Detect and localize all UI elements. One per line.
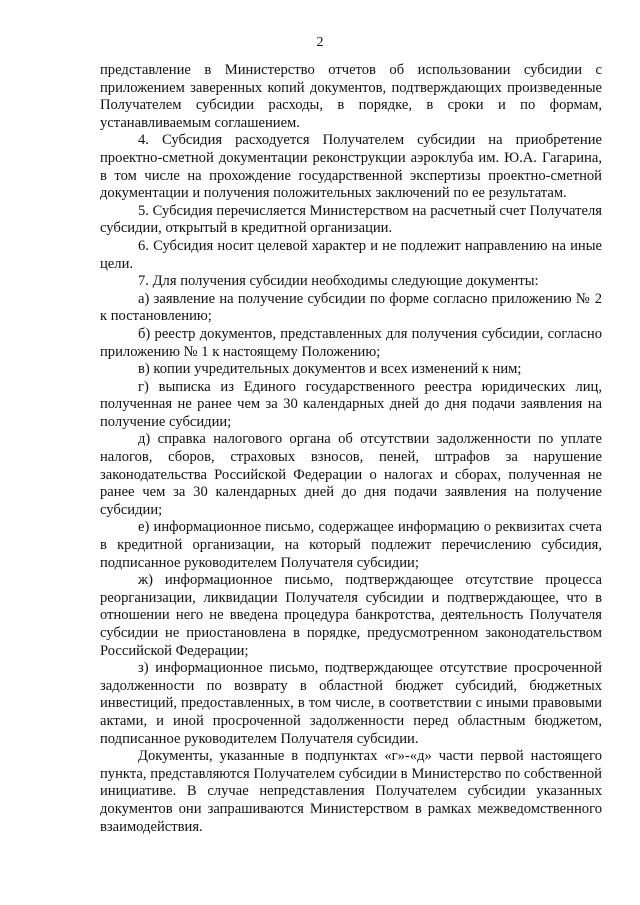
paragraph-documents-note: Документы, указанные в подпунктах «г»-«д» части первой настоящего пункта, представляются Получателем субсидии в Министерство по собственной инициативе. В случае непредставления Получателем субсидии указанных документов они запрашиваются Министерством в рамках межведомственного взаимодействия. xyxy=(100,748,602,835)
paragraph-item-4: 4. Субсидия расходуется Получателем субсидии на приобретение проектно-сметной документации реконструкции аэроклуба им. Ю.А. Гагарина, в том числе на прохождение государственной экспертизы проектно-сметной документации и получения положительных заключений по ее результатам. xyxy=(100,132,602,202)
paragraph-item-5: 5. Субсидия перечисляется Министерством на расчетный счет Получателя субсидии, открытый в кредитной организации. xyxy=(100,202,602,237)
subitem-v: в) копии учредительных документов и всех изменений к ним; xyxy=(138,361,522,378)
subitem-zh: ж) информационное письмо, подтверждающее отсутствие процесса реорганизации, ликвидации Получателя субсидии и подтверждающее, что в отношении него не введена процедура банкротства, деятельность Получателя субсидии не приостановлена в порядке, предусмотренном законодательством Российской Федерации; xyxy=(100,572,602,659)
subitem-a: а) заявление на получение субсидии по форме согласно приложению № 2 к постановлению; xyxy=(100,290,602,325)
subitem-e: е) информационное письмо, содержащее информацию о реквизитах счета в кредитной организации, на который подлежит перечислению субсидия, подписанное руководителем Получателя субсидии; xyxy=(100,519,602,571)
paragraph-item-7: 7. Для получения субсидии необходимы следующие документы: xyxy=(138,273,539,290)
page-number: 2 xyxy=(316,35,324,50)
paragraph-item-6: 6. Субсидия носит целевой характер и не подлежит направлению на иные цели. xyxy=(100,237,602,272)
subitem-g: г) выписка из Единого государственного реестра юридических лиц, полученная не ранее чем за 30 календарных дней до дня подачи заявления на получение субсидии; xyxy=(100,378,602,430)
subitem-b: б) реестр документов, представленных для получения субсидии, согласно приложению № 1 к настоящему Положению; xyxy=(100,325,602,360)
subitem-z: з) информационное письмо, подтверждающее отсутствие просроченной задолженности по возврату в областной бюджет субсидий, бюджетных инвестиций, предоставленных, в том числе, в соответствии с иными правовыми актами, и иной просроченной задолженности перед областным бюджетом, подписанное руководителем Получателя субсидии. xyxy=(100,660,602,747)
paragraph-continuation: представление в Министерство отчетов об использовании субсидии с приложением заверенных копий документов, подтверждающих произведенные Получателем субсидии расходы, в порядке, в сроки и по формам, устанавливаемым соглашением. xyxy=(100,62,602,131)
subitem-d: д) справка налогового органа об отсутствии задолженности по уплате налогов, сборов, страховых взносов, пеней, штрафов за нарушение законодательства Российской Федерации о налогах и сборах, полученная не ранее чем за 30 календарных дней до дня подачи заявления на получение субсидии; xyxy=(100,431,602,518)
document-body xyxy=(100,62,602,836)
